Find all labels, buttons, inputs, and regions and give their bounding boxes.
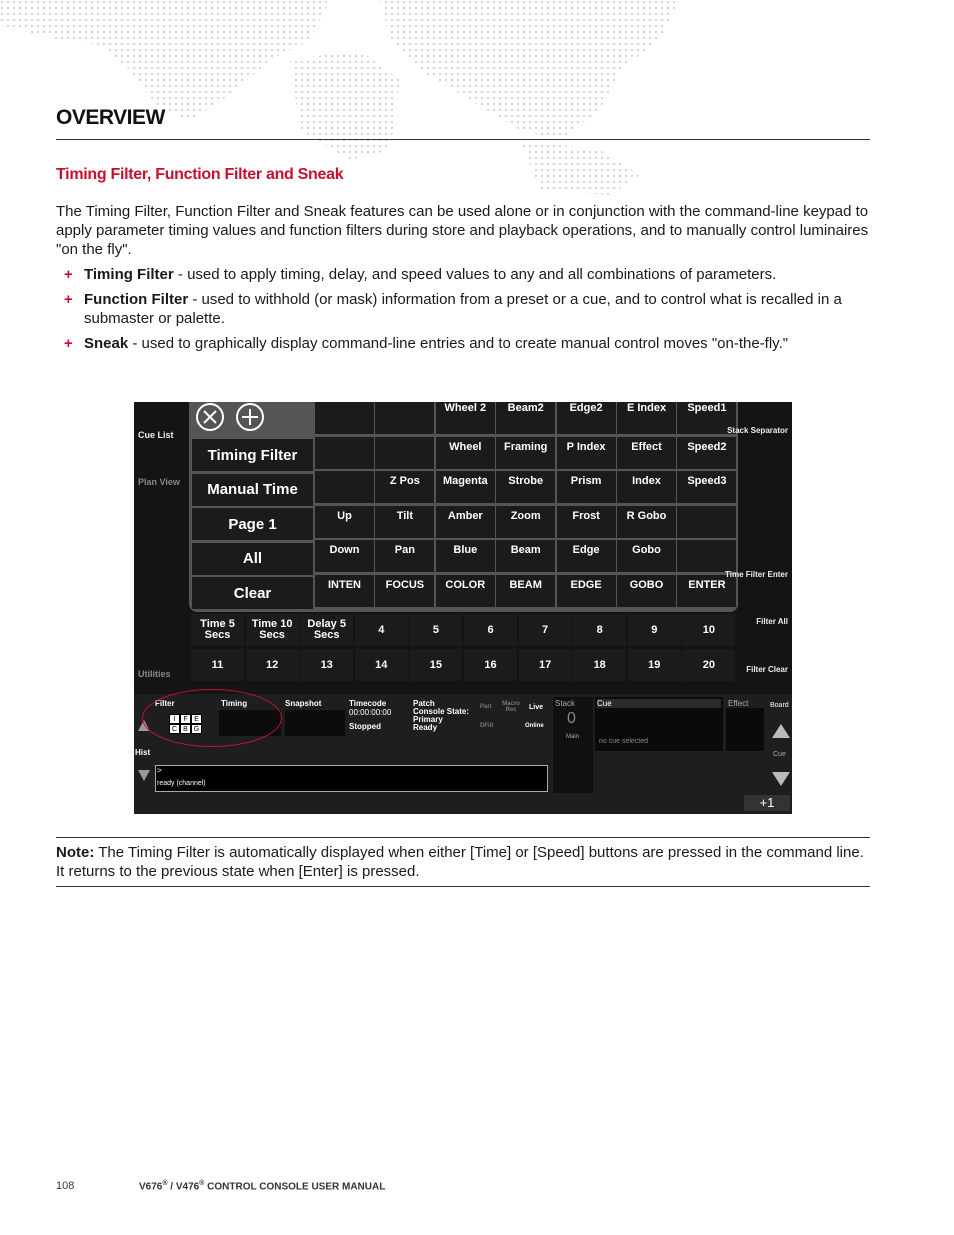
add-icon[interactable] bbox=[236, 403, 264, 431]
bullet-list bbox=[56, 265, 870, 359]
grid-button[interactable]: FOCUS bbox=[375, 575, 434, 607]
sneak-button[interactable]: Manual Time bbox=[192, 474, 313, 506]
num_buttons-button[interactable]: 12 bbox=[246, 649, 299, 681]
stack-value: 0 bbox=[567, 710, 576, 727]
time_buttons-button[interactable]: 6 bbox=[464, 614, 517, 646]
filter-letter[interactable]: I bbox=[169, 714, 180, 724]
grid-button[interactable]: Edge bbox=[557, 540, 616, 572]
time_buttons-button[interactable]: 7 bbox=[519, 614, 572, 646]
cue-list-label[interactable]: Cue List bbox=[138, 430, 174, 440]
num_buttons-button[interactable]: 20 bbox=[682, 649, 735, 681]
grid-button[interactable]: Index bbox=[617, 471, 676, 503]
num_buttons-button[interactable]: 17 bbox=[519, 649, 572, 681]
note-text: The Timing Filter is automatically displayed when either [Time] or [Speed] buttons are pressed in the command line. It returns to the previous state when [Enter] is pressed. bbox=[56, 844, 864, 880]
time_buttons-button[interactable]: 8 bbox=[573, 614, 626, 646]
grid-button[interactable] bbox=[375, 402, 434, 434]
filter-tab[interactable]: Filter bbox=[155, 699, 175, 708]
grid-button[interactable]: Strobe bbox=[496, 471, 555, 503]
grid-button[interactable]: Prism bbox=[557, 471, 616, 503]
grid-button[interactable] bbox=[315, 402, 374, 434]
effect-box bbox=[726, 708, 764, 751]
filter-letter[interactable]: E bbox=[191, 714, 202, 724]
highlight-ellipse bbox=[142, 689, 282, 747]
intro-paragraph: The Timing Filter, Function Filter and Sneak features can be used alone or in conjunction with the command-line keypad to apply parameter timing values and function filters during store and playback operations, and to manually control luminaires "on the fly". bbox=[56, 203, 869, 258]
grid-button[interactable]: ENTER bbox=[677, 575, 736, 607]
note bbox=[56, 843, 870, 881]
no-cue-text: no cue selected bbox=[599, 738, 649, 745]
sneak-button[interactable]: Clear bbox=[192, 577, 313, 609]
command-prompt: > bbox=[157, 766, 162, 775]
list-item: + Function Filter - used to withhold (or mask) information from a preset or a cue, and to control what is recalled in a submaster or palette. bbox=[64, 291, 842, 327]
time_buttons-button[interactable]: Time 5 Secs bbox=[191, 614, 244, 646]
grid-button[interactable]: Gobo bbox=[617, 540, 676, 572]
console-state-label: Console State: bbox=[413, 707, 470, 716]
grid-button[interactable]: E Index bbox=[617, 402, 676, 434]
time_buttons-button[interactable]: 4 bbox=[355, 614, 408, 646]
console-ready: Ready bbox=[413, 723, 438, 732]
grid-button[interactable]: R Gobo bbox=[617, 506, 676, 538]
grid-button[interactable]: COLOR bbox=[436, 575, 495, 607]
grid-button[interactable]: Pan bbox=[375, 540, 434, 572]
plus-one-button[interactable]: +1 bbox=[744, 795, 790, 811]
grid-button[interactable]: Effect bbox=[617, 437, 676, 469]
stack-label: Stack bbox=[555, 699, 576, 708]
grid-button[interactable] bbox=[375, 437, 434, 469]
grid-button[interactable]: Beam bbox=[496, 540, 555, 572]
command-status: ready (channel) bbox=[157, 780, 206, 787]
snapshot-tab[interactable]: Snapshot bbox=[285, 699, 322, 708]
down-arrow-icon[interactable] bbox=[772, 772, 790, 786]
grid-button[interactable]: Magenta bbox=[436, 471, 495, 503]
num_buttons-button[interactable]: 14 bbox=[355, 649, 408, 681]
dfilt-button[interactable]: DFilt bbox=[480, 723, 494, 729]
time_buttons-button[interactable]: 9 bbox=[628, 614, 681, 646]
timecode-value: 00:00:00:00 bbox=[349, 708, 392, 717]
grid-button[interactable]: Wheel 2 bbox=[436, 402, 495, 434]
sneak-button[interactable]: Timing Filter bbox=[192, 439, 313, 471]
console-screenshot bbox=[134, 402, 792, 814]
grid-button[interactable]: Frost bbox=[557, 506, 616, 538]
list-item: + Timing Filter - used to apply timing, delay, and speed values to any and all combinations of parameters. bbox=[64, 266, 777, 283]
grid-button[interactable]: Amber bbox=[436, 506, 495, 538]
hist-down-arrow-icon[interactable] bbox=[138, 770, 150, 781]
grid-button[interactable]: Zoom bbox=[496, 506, 555, 538]
console-primary: Primary bbox=[413, 715, 443, 724]
close-icon[interactable] bbox=[196, 403, 224, 431]
grid-button[interactable]: INTEN bbox=[315, 575, 374, 607]
filter-all-label[interactable]: Filter All bbox=[756, 617, 788, 626]
grid-button[interactable]: EDGE bbox=[557, 575, 616, 607]
note-label: Note: bbox=[56, 844, 95, 861]
num_buttons-button[interactable]: 19 bbox=[628, 649, 681, 681]
grid-button[interactable]: GOBO bbox=[617, 575, 676, 607]
grid-button[interactable] bbox=[315, 437, 374, 469]
heading-rule bbox=[56, 139, 870, 140]
list-item: + Sneak - used to graphically display command-line entries and to create manual control moves "on-the-fly." bbox=[64, 335, 789, 352]
grid-button[interactable]: Speed3 bbox=[677, 471, 736, 503]
live-button[interactable]: Live bbox=[529, 704, 544, 711]
board-button[interactable]: Board bbox=[770, 702, 789, 709]
snapshot-box bbox=[285, 710, 345, 736]
sneak-button[interactable]: All bbox=[192, 543, 313, 575]
filter-letter[interactable]: C bbox=[169, 724, 180, 734]
section-heading: Timing Filter, Function Filter and Sneak bbox=[56, 166, 344, 183]
time_buttons-button[interactable]: Time 10 Secs bbox=[246, 614, 299, 646]
filter-letter[interactable]: B bbox=[180, 724, 191, 734]
grid-button[interactable]: Wheel bbox=[436, 437, 495, 469]
filter-letter[interactable]: F bbox=[180, 714, 191, 724]
utilities-label[interactable]: Utilities bbox=[138, 669, 171, 679]
grid-button[interactable]: Edge2 bbox=[557, 402, 616, 434]
time_buttons-button[interactable]: 10 bbox=[682, 614, 735, 646]
up-arrow-icon[interactable] bbox=[772, 724, 790, 738]
grid-button[interactable]: BEAM bbox=[496, 575, 555, 607]
num_buttons-button[interactable]: 11 bbox=[191, 649, 244, 681]
grid-button[interactable]: Up bbox=[315, 506, 374, 538]
stack-main-label: Main bbox=[566, 734, 580, 740]
page-heading: OVERVIEW bbox=[56, 106, 165, 129]
command-line[interactable] bbox=[155, 765, 548, 792]
timecode-label: Timecode bbox=[349, 699, 387, 708]
time-filter-enter-label[interactable]: Time Filter Enter bbox=[725, 570, 788, 579]
hist-label: Hist bbox=[135, 748, 151, 757]
grid-button[interactable]: Speed2 bbox=[677, 437, 736, 469]
online-status: Online bbox=[525, 723, 544, 729]
note-top-rule bbox=[56, 837, 870, 838]
grid-button[interactable] bbox=[677, 506, 736, 538]
part-button[interactable]: Part bbox=[480, 704, 492, 710]
effect-label: Effect bbox=[728, 699, 749, 708]
page-number: 108 bbox=[56, 1180, 75, 1192]
grid-button[interactable] bbox=[677, 540, 736, 572]
grid-button[interactable]: Beam2 bbox=[496, 402, 555, 434]
filter-letter[interactable]: G bbox=[191, 724, 202, 734]
timecode-status: Stopped bbox=[349, 722, 381, 731]
filter-clear-label[interactable]: Filter Clear bbox=[746, 665, 788, 674]
grid-button[interactable] bbox=[315, 471, 374, 503]
macro-rec-button[interactable]: Macro Rec bbox=[502, 701, 520, 713]
num_buttons-button[interactable]: 16 bbox=[464, 649, 517, 681]
grid-button[interactable]: Framing bbox=[496, 437, 555, 469]
grid-button[interactable]: P Index bbox=[557, 437, 616, 469]
stack-separator-label[interactable]: Stack Separator bbox=[727, 426, 788, 435]
grid-button[interactable]: Down bbox=[315, 540, 374, 572]
note-bottom-rule bbox=[56, 886, 870, 887]
grid-button[interactable]: Blue bbox=[436, 540, 495, 572]
num_buttons-button[interactable]: 13 bbox=[300, 649, 353, 681]
time_buttons-button[interactable]: Delay 5 Secs bbox=[300, 614, 353, 646]
cue-button[interactable]: Cue bbox=[773, 751, 786, 758]
grid-button[interactable]: Tilt bbox=[375, 506, 434, 538]
num_buttons-button[interactable]: 18 bbox=[573, 649, 626, 681]
cue-label: Cue bbox=[597, 699, 721, 708]
grid-button[interactable]: Speed1 bbox=[677, 402, 736, 434]
grid-button[interactable]: Z Pos bbox=[375, 471, 434, 503]
timing-tab[interactable]: Timing bbox=[221, 699, 248, 708]
sneak-button[interactable]: Page 1 bbox=[192, 508, 313, 540]
plan-view-label[interactable]: Plan View bbox=[138, 477, 180, 487]
footer-title: V676® / V476® CONTROL CONSOLE USER MANUAL bbox=[139, 1180, 386, 1193]
num_buttons-button[interactable]: 15 bbox=[409, 649, 462, 681]
time_buttons-button[interactable]: 5 bbox=[409, 614, 462, 646]
patch-label: Patch bbox=[413, 699, 435, 708]
